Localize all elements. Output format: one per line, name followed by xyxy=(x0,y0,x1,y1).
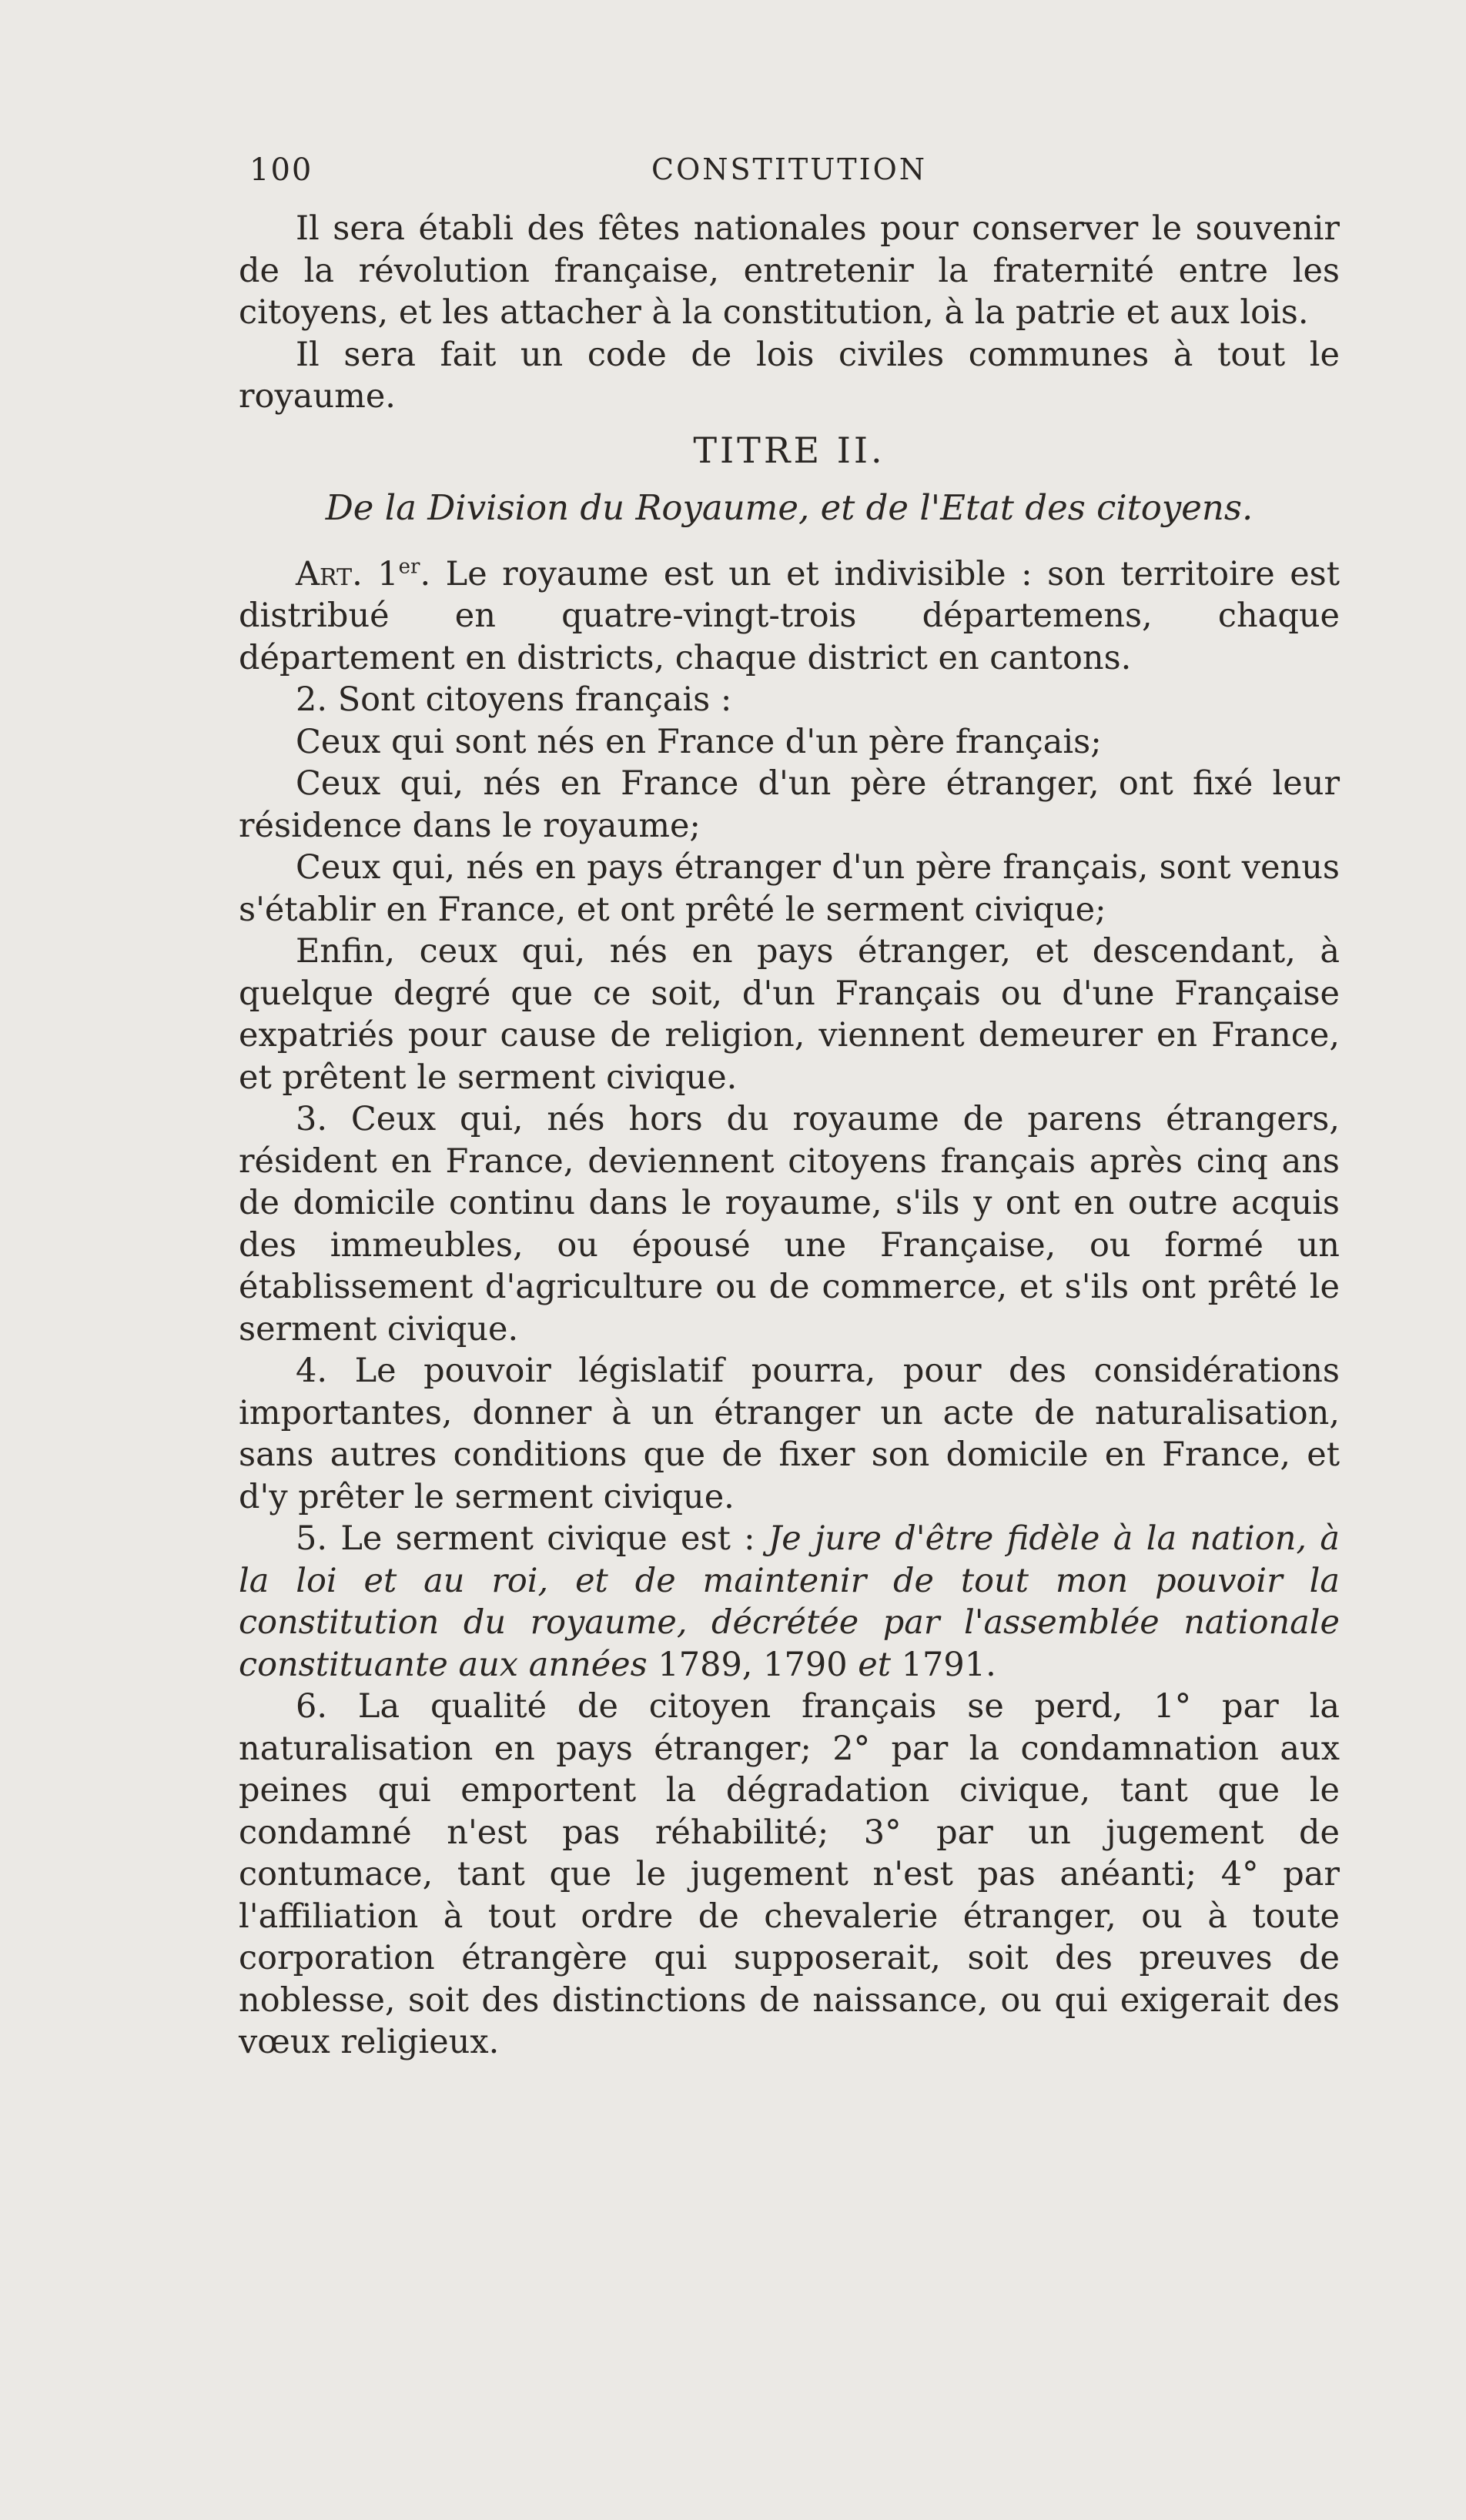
running-head xyxy=(239,139,1340,208)
running-title: CONSTITUTION xyxy=(651,152,927,186)
article-5-et: et xyxy=(847,1645,902,1684)
article-5 xyxy=(239,1518,1340,1686)
article-5-start: 5. Le serment civique est : xyxy=(296,1519,768,1558)
article-6: 6. La qualité de citoyen français se perd, 1° par la naturalisation en pays étranger; 2° par la condamnation aux peines qui emportent la dégradation civique, tant que le condamné n'est pas réhabilité; 3° par un jugement de contumace, tant que le jugement n'est pas anéanti; 4° par l'affiliation à tout ordre de chevalerie étranger, ou à toute corporation étrangère qui supposerait, soit des preuves de noblesse, soit des distinctions de naissance, ou qui exigerait des vœux religieux. xyxy=(239,1687,1340,2061)
article-2-clause-1: Ceux qui sont nés en France d'un père français; xyxy=(296,722,1102,761)
text-block xyxy=(239,139,1340,2064)
article-2-clause-4: Enfin, ceux qui, nés en pays étranger, et descendant, à quelque degré que ce soit, d'un Français ou d'une Française expatriés pour cause de religion, viennent demeurer en France, et prêtent le serment civique. xyxy=(239,932,1340,1097)
titre-heading: TITRE II. xyxy=(693,429,885,471)
article-label: Art. xyxy=(296,554,363,593)
article-1 xyxy=(239,553,1340,680)
article-2-clause-2: Ceux qui, nés en France d'un père étranger, ont fixé leur résidence dans le royaume; xyxy=(239,764,1340,845)
article-4: 4. Le pouvoir législatif pourra, pour des considérations importantes, donner à un étranger un acte de naturalisation, sans autres conditions que de fixer son domicile en France, et d'y prêter le serment civique. xyxy=(239,1352,1340,1516)
article-1-superscript: er xyxy=(398,555,420,579)
page-number: 100 xyxy=(249,152,313,188)
intro-paragraph-fetes: Il sera établi des fêtes nationales pour conserver le souvenir de la révolution française, entretenir la fraternité entre les citoyens, et les attacher à la constitution, à la patrie et aux lois. xyxy=(239,209,1340,332)
article-2-clause-3: Ceux qui, nés en pays étranger d'un père français, sont venus s'établir en France, et ont prêté le serment civique; xyxy=(239,848,1340,929)
article-5-years-2: 1791. xyxy=(901,1645,996,1684)
article-1-text: . Le royaume est un et indivisible : son territoire est distribué en quatre-vingt-trois départemens, chaque département en districts, chaque district en cantons. xyxy=(239,554,1340,677)
article-5-oath: Je jure d'être fidèle à la nation, à la loi et au roi, et de maintenir de tout mon pouvoir la constitution du royaume, décrétée par l'assemblée nationale constituante aux années xyxy=(239,1519,1340,1684)
titre-subtitle: De la Division du Royaume, et de l'Etat des citoyens. xyxy=(325,486,1253,528)
article-5-years-1: 1789, 1790 xyxy=(658,1645,848,1684)
article-1-number: 1 xyxy=(377,554,399,593)
intro-paragraph-code: Il sera fait un code de lois civiles communes à tout le royaume. xyxy=(239,335,1340,416)
article-2-intro: 2. Sont citoyens français : xyxy=(296,680,732,719)
article-3: 3. Ceux qui, nés hors du royaume de parens étrangers, résident en France, deviennent citoyens français après cinq ans de domicile continu dans le royaume, s'ils y ont en outre acquis des immeubles, ou épousé une Française, ou formé un établissement d'agriculture ou de commerce, et s'ils ont prêté le serment civique. xyxy=(239,1100,1340,1349)
